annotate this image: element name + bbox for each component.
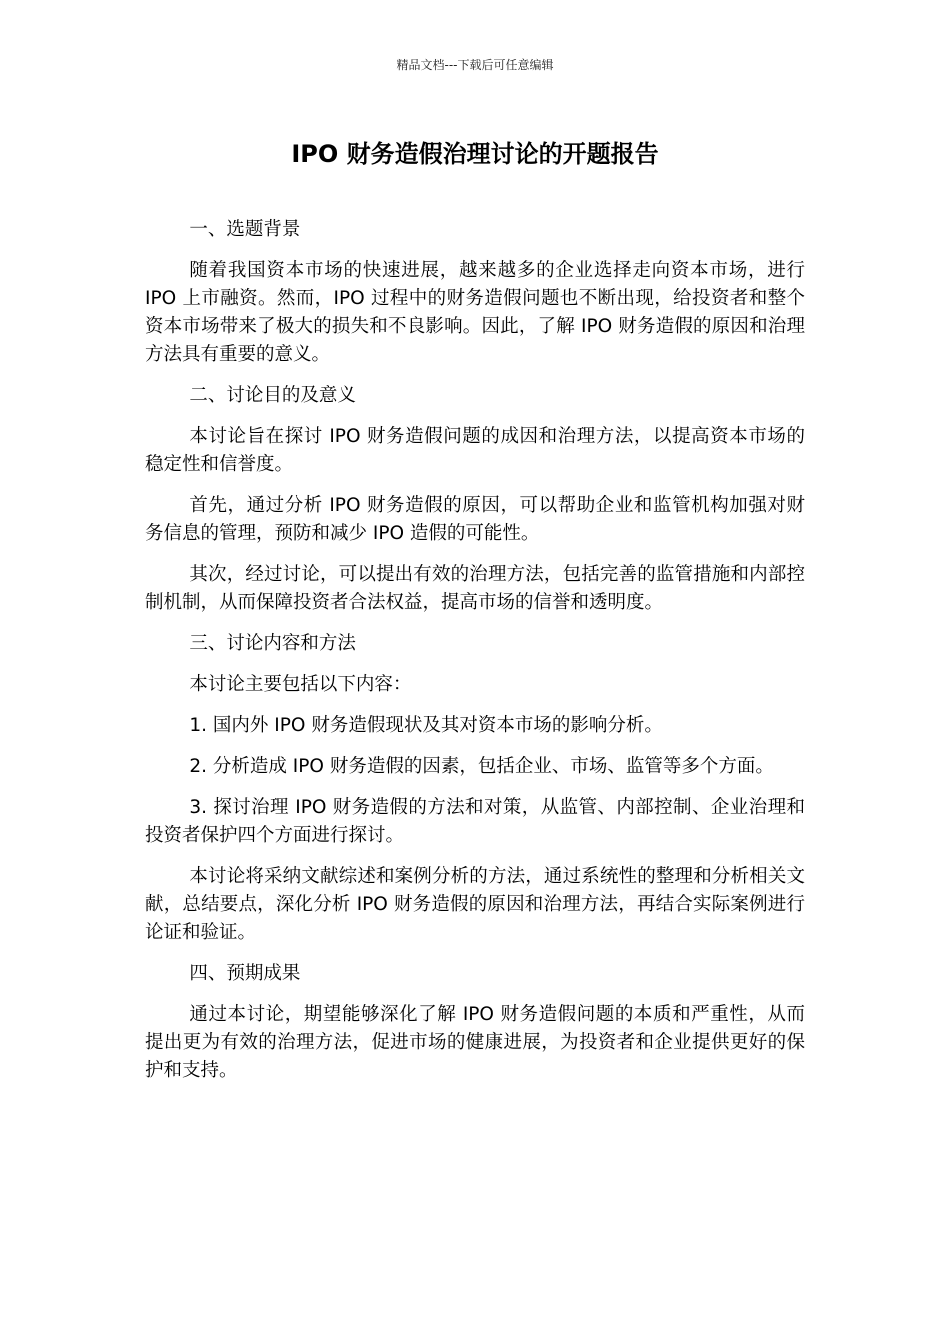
list-item: 3. 探讨治理 IPO 财务造假的方法和对策，从监管、内部控制、企业治理和投资者保护四个方面进行探讨。: [145, 797, 805, 846]
page-header: 精品文档---下载后可任意编辑: [396, 58, 554, 72]
list-item: 1. 国内外 IPO 财务造假现状及其对资本市场的影响分析。: [189, 715, 663, 736]
document-title: IPO 财务造假治理讨论的开题报告: [291, 140, 659, 168]
paragraph: 本讨论将采纳文献综述和案例分析的方法，通过系统性的整理和分析相关文献，总结要点，深化分析 IPO 财务造假的原因和治理方法，再结合实际案例进行论证和验证。: [145, 866, 805, 943]
section-heading-background: 一、选题背景: [189, 219, 301, 240]
paragraph: 本讨论主要包括以下内容：: [189, 674, 412, 695]
paragraph: 其次，经过讨论，可以提出有效的治理方法，包括完善的监管措施和内部控制机制，从而保障投资者合法权益，提高市场的信誉和透明度。: [145, 564, 805, 613]
paragraph: 通过本讨论，期望能够深化了解 IPO 财务造假问题的本质和严重性，从而提出更为有效的治理方法，促进市场的健康进展，为投资者和企业提供更好的保护和支持。: [145, 1004, 805, 1081]
paragraph: 首先，通过分析 IPO 财务造假的原因，可以帮助企业和监管机构加强对财务信息的管理，预防和减少 IPO 造假的可能性。: [145, 495, 805, 544]
section-heading-outcomes: 四、预期成果: [189, 963, 301, 984]
section-heading-content: 三、讨论内容和方法: [189, 633, 356, 654]
paragraph: 随着我国资本市场的快速进展，越来越多的企业选择走向资本市场，进行 IPO 上市融资。然而，IPO 过程中的财务造假问题也不断出现，给投资者和整个资本市场带来了极大的损失和不良影响。因此，了解 IPO 财务造假的原因和治理方法具有重要的意义。: [145, 260, 805, 365]
paragraph: 本讨论旨在探讨 IPO 财务造假问题的成因和治理方法，以提高资本市场的稳定性和信誉度。: [145, 426, 805, 475]
list-item: 2. 分析造成 IPO 财务造假的因素，包括企业、市场、监管等多个方面。: [189, 756, 774, 777]
document-body: [145, 216, 805, 1098]
section-heading-purpose: 二、讨论目的及意义: [189, 385, 356, 406]
